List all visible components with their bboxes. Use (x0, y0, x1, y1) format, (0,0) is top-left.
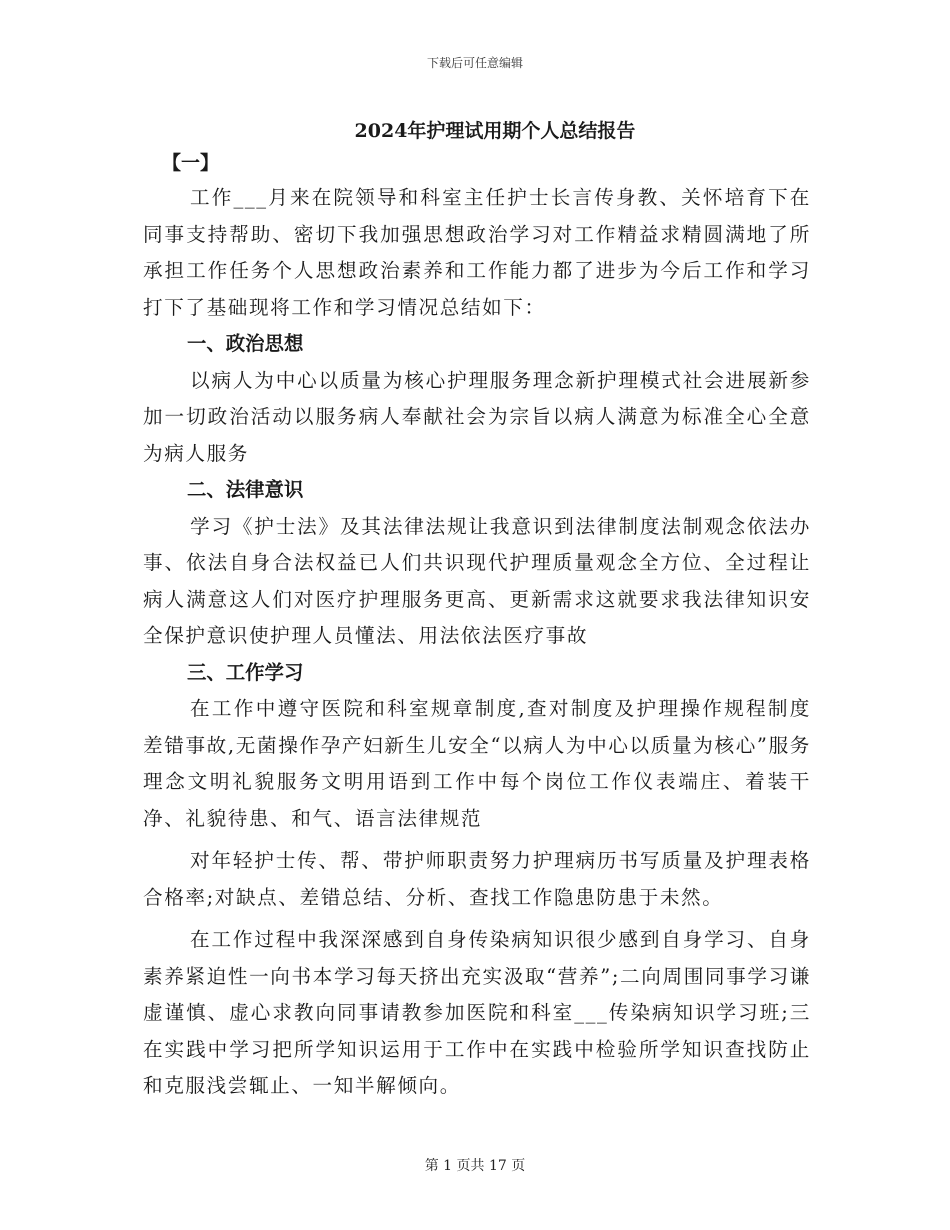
document-title: 2024年护理试用期个人总结报告 (354, 120, 636, 142)
paragraph-law: 学习《护士法》及其法律法规让我意识到法律制度法制观念依法办事、依法自身合法权益已人们共识现代护理质量观念全方位、全过程让病人满意这人们对医疗护理服务更高、更新需求这就要求我法律知识安全保护意识使护理人员懂法、用法依法医疗事故 (143, 514, 811, 647)
paragraph-work-2: 对年轻护士传、帮、带护师职责努力护理病历书写质量及护理表格合格率;对缺点、差错总结、分析、查找工作隐患防患于未然。 (143, 849, 811, 909)
section-heading-law: 二、法律意识 (187, 478, 304, 501)
section-heading-work-study: 三、工作学习 (187, 660, 304, 684)
page-footer: 第 1 页共 17 页 (424, 1158, 526, 1174)
section-heading-politics: 一、政治思想 (187, 332, 304, 355)
intro-paragraph: 工作___月来在院领导和科室主任护士长言传身教、关怀培育下在同事支持帮助、密切下我加强思想政治学习对工作精益求精圆满地了所承担工作任务个人思想政治素养和工作能力都了进步为今后工作和学习打下了基础现将工作和学习情况总结如下： (143, 186, 811, 319)
paragraph-work-3: 在工作过程中我深深感到自身传染病知识很少感到自身学习、自身素养紧迫性一向书本学习每天挤出充实汲取“营养”;二向周围同事学习谦虚谨慎、虚心求教向同事请教参加医院和科室___传染病知识学习班;三在实践中学习把所学知识运用于工作中在实践中检验所学知识查找防止和克服浅尝辄止、一知半解倾向。 (143, 928, 811, 1097)
section-marker: 【一】 (162, 152, 220, 174)
document-body (143, 146, 811, 1105)
paragraph-politics: 以病人为中心以质量为核心护理服务理念新护理模式社会进展新参加一切政治活动以服务病人奉献社会为宗旨以病人满意为标准全心全意为病人服务 (143, 368, 811, 465)
header-note: 下载后可任意编辑 (426, 56, 523, 70)
paragraph-work-1: 在工作中遵守医院和科室规章制度,查对制度及护理操作规程制度差错事故,无菌操作孕产妇新生儿安全“以病人为中心以质量为核心”服务理念文明礼貌服务文明用语到工作中每个岗位工作仪表端庄、着装干净、礼貌待患、和气、语言法律规范 (143, 697, 811, 830)
